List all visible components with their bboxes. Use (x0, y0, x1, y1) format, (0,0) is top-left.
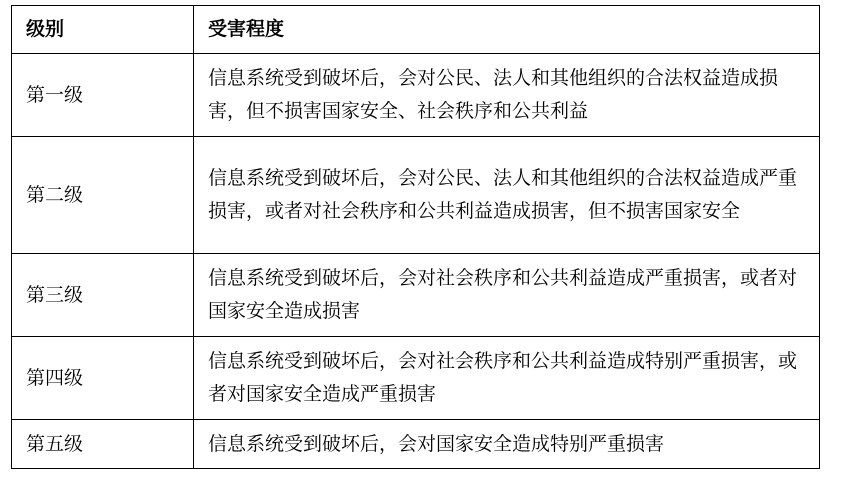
table-row (12, 420, 820, 469)
severity-text: 信息系统受到破坏后，会对公民、法人和其他组织的合法权益造成严重损害，或者对社会秩序和公共利益造成损害，但不损害国家安全 (208, 167, 798, 222)
level-cell: 第一级 (12, 54, 194, 137)
severity-cell (194, 137, 820, 254)
severity-text: 信息系统受到破坏后，会对国家安全造成特别严重损害 (208, 432, 665, 455)
table-header-row (12, 6, 820, 54)
severity-cell (194, 420, 820, 469)
column-header-severity: 受害程度 (194, 6, 820, 54)
level-cell: 第四级 (12, 337, 194, 420)
table-row (12, 137, 820, 254)
table-row (12, 337, 820, 420)
level-cell: 第三级 (12, 254, 194, 337)
severity-text: 信息系统受到破坏后，会对公民、法人和其他组织的合法权益造成损害，但不损害国家安全、社会秩序和公共利益 (208, 67, 779, 122)
level-cell: 第五级 (12, 420, 194, 469)
severity-cell (194, 337, 820, 420)
severity-text: 信息系统受到破坏后，会对社会秩序和公共利益造成特别严重损害，或者对国家安全造成严重损害 (208, 350, 798, 405)
table-row (12, 254, 820, 337)
severity-cell (194, 54, 820, 137)
level-cell: 第二级 (12, 137, 194, 254)
table-row (12, 54, 820, 137)
protection-level-table (11, 5, 820, 469)
severity-text: 信息系统受到破坏后，会对社会秩序和公共利益造成严重损害，或者对国家安全造成损害 (208, 267, 798, 322)
severity-cell (194, 254, 820, 337)
column-header-level: 级别 (12, 6, 194, 54)
